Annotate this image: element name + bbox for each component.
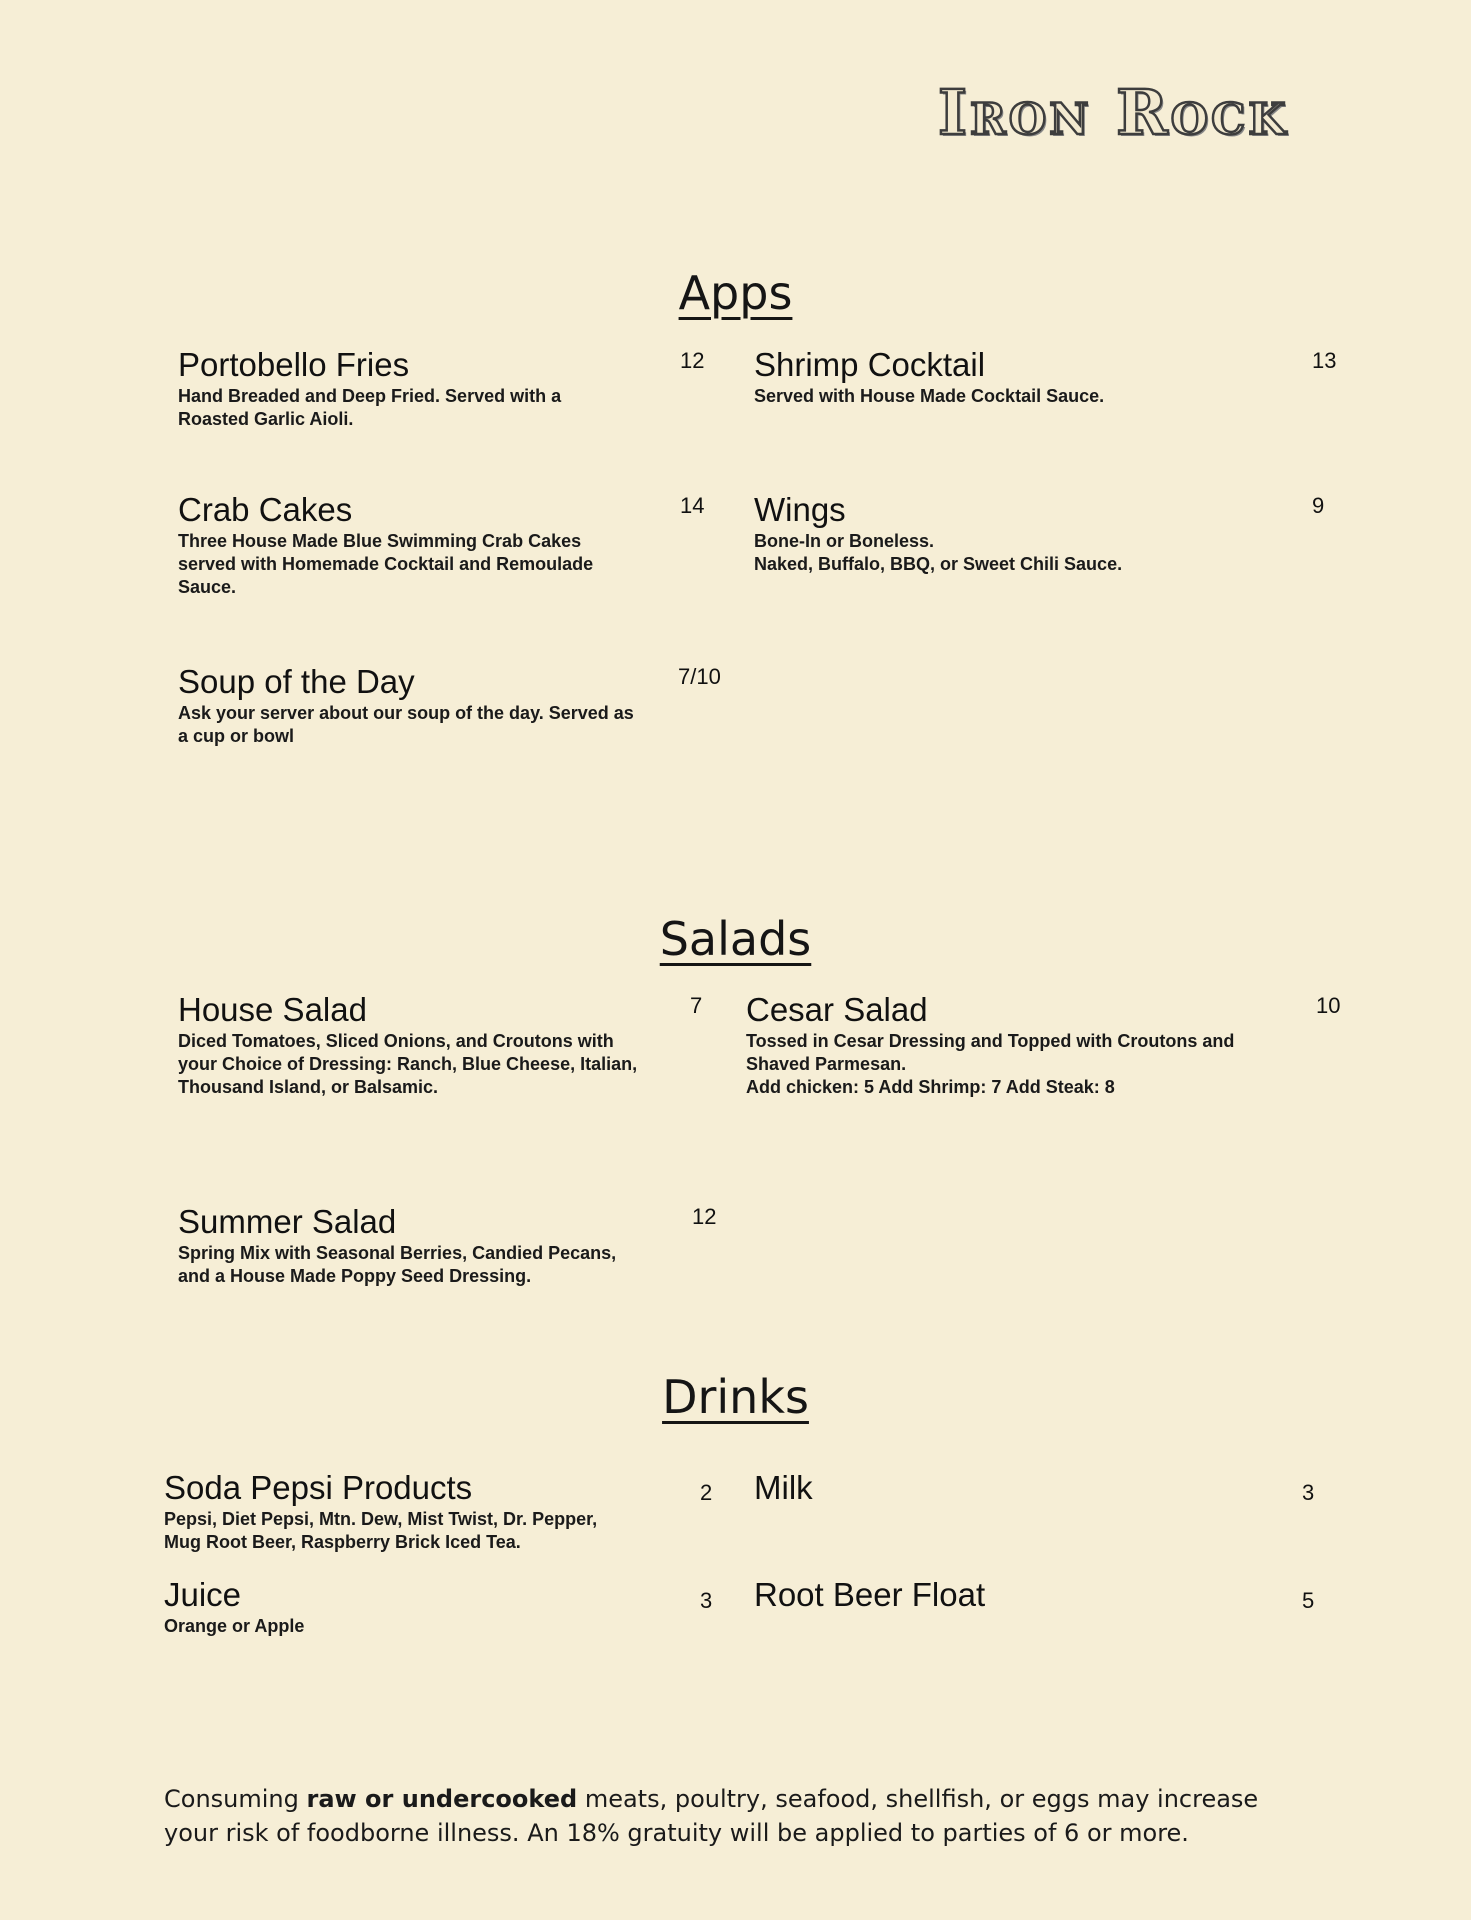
item-description: Hand Breaded and Deep Fried. Served with a Roasted Garlic Aioli. [178, 386, 562, 429]
item-name: Portobello Fries [178, 346, 410, 383]
item-description: Spring Mix with Seasonal Berries, Candied Pecans, and a House Made Poppy Seed Dressing. [178, 1243, 617, 1286]
item-name: Soda Pepsi Products [164, 1469, 473, 1506]
item-name: House Salad [178, 991, 367, 1028]
item-price: 5 [1302, 1588, 1315, 1613]
disclaimer-text: Consuming raw or undercooked meats, poultry, seafood, shellfish, or eggs may increase your risk of foodborne illness. An 18% gratuity will be applied to parties of 6 or more. [164, 1785, 1259, 1847]
item-description: Tossed in Cesar Dressing and Topped with Croutons and Shaved Parmesan. Add chicken: 5 Add Shrimp: 7 Add Steak: 8 [746, 1031, 1235, 1097]
section-title-drinks: Drinks [662, 1370, 809, 1424]
item-price: 14 [680, 493, 705, 518]
menu-item [164, 1575, 664, 1638]
menu-item [746, 990, 1246, 1099]
item-name: Cesar Salad [746, 991, 928, 1028]
menu-item [178, 662, 678, 748]
item-description: Three House Made Blue Swimming Crab Cakes served with Homemade Cocktail and Remoulade Sauce. [178, 531, 594, 597]
item-price: 13 [1312, 348, 1337, 373]
menu-item [178, 490, 678, 599]
item-price: 3 [700, 1588, 713, 1613]
menu-item [754, 1575, 1254, 1615]
item-price: 12 [680, 348, 705, 373]
item-price: 10 [1316, 993, 1341, 1018]
item-price: 12 [692, 1204, 717, 1229]
item-price: 3 [1302, 1480, 1315, 1505]
menu-item [754, 1468, 1254, 1508]
menu-item [178, 1202, 678, 1288]
item-name: Summer Salad [178, 1203, 397, 1240]
item-description: Pepsi, Diet Pepsi, Mtn. Dew, Mist Twist, Dr. Pepper, Mug Root Beer, Raspberry Brick Iced Tea. [164, 1509, 598, 1552]
item-description: Orange or Apple [164, 1616, 305, 1636]
item-description: Served with House Made Cocktail Sauce. [754, 386, 1105, 406]
item-price: 7 [690, 993, 703, 1018]
section-title-salads: Salads [659, 912, 812, 966]
item-description: Ask your server about our soup of the day. Served as a cup or bowl [178, 703, 634, 746]
menu-item [754, 490, 1254, 576]
item-name: Juice [164, 1576, 242, 1613]
item-name: Root Beer Float [754, 1576, 986, 1613]
menu-item [178, 990, 678, 1099]
item-name: Shrimp Cocktail [754, 346, 986, 383]
item-name: Milk [754, 1469, 813, 1506]
item-description: Bone-In or Boneless. Naked, Buffalo, BBQ, or Sweet Chili Sauce. [754, 531, 1123, 574]
menu-item [754, 345, 1254, 408]
item-name: Crab Cakes [178, 491, 353, 528]
item-name: Soup of the Day [178, 663, 415, 700]
menu-item [164, 1468, 664, 1554]
item-price: 9 [1312, 493, 1325, 518]
disclaimer-emphasis: raw or undercooked [306, 1785, 578, 1813]
item-price: 7/10 [678, 664, 721, 689]
brand-logo: Iron Rock [938, 76, 1289, 149]
section-title-apps: Apps [678, 266, 793, 320]
item-description: Diced Tomatoes, Sliced Onions, and Croutons with your Choice of Dressing: Ranch, Blue Cheese, Italian, Thousand Island, or Balsamic. [178, 1031, 638, 1097]
item-price: 2 [700, 1480, 713, 1505]
item-name: Wings [754, 491, 846, 528]
menu-item [178, 345, 678, 431]
